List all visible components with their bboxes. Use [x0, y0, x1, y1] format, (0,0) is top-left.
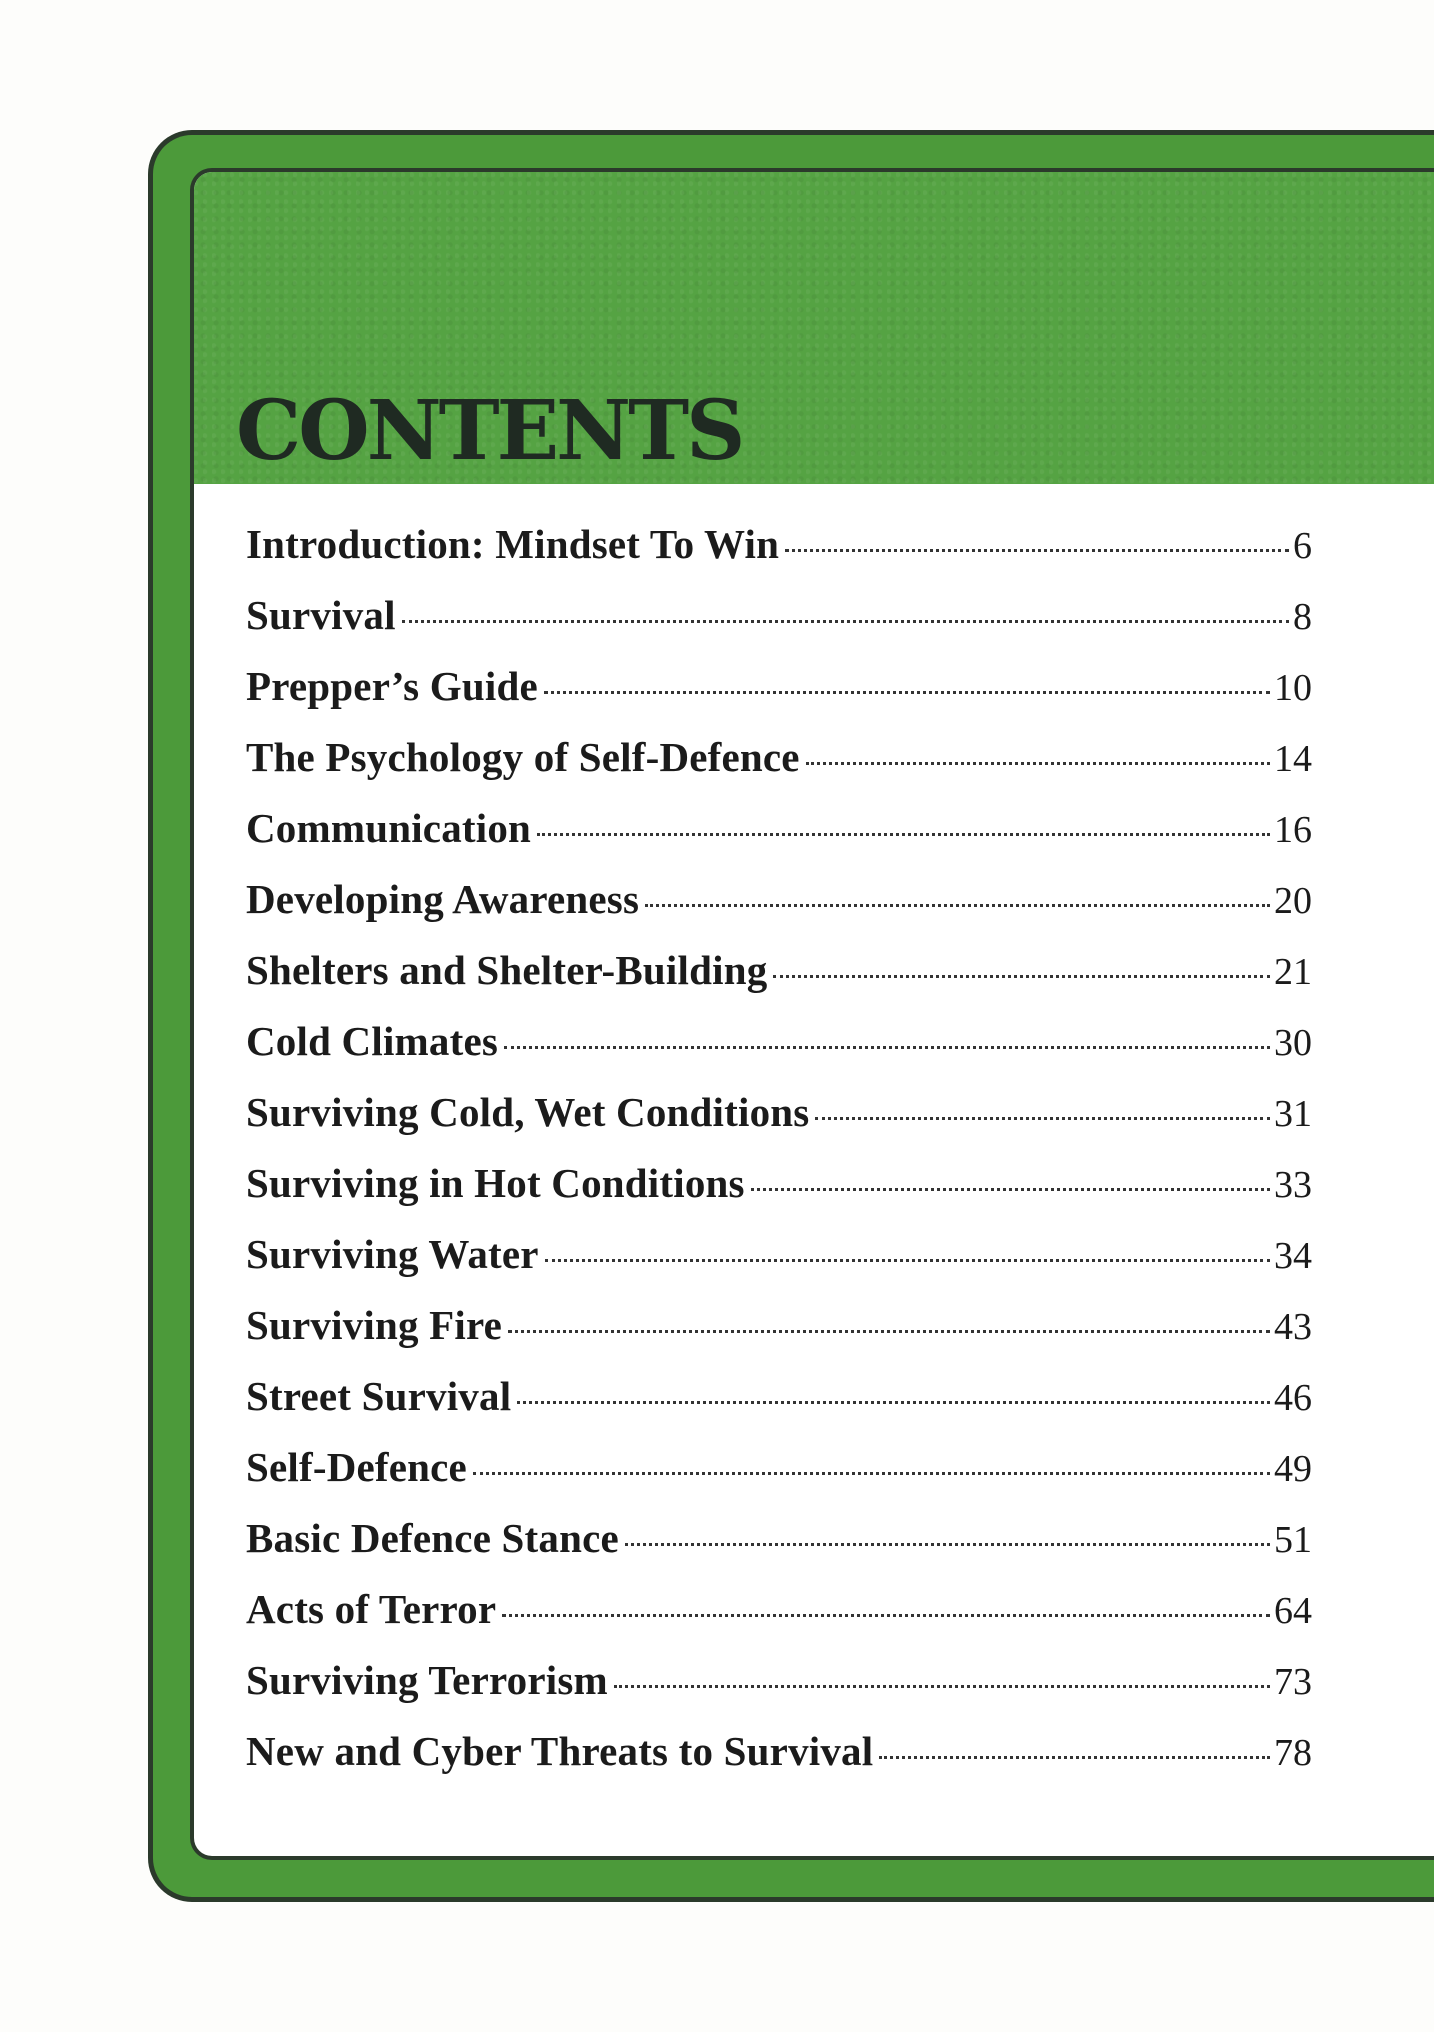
toc-entry-title: Basic Defence Stance	[246, 1515, 619, 1561]
dot-leader	[815, 1117, 1270, 1120]
toc-entry[interactable]	[246, 1443, 1312, 1514]
toc-entry[interactable]	[246, 946, 1312, 1017]
toc-entry[interactable]	[246, 520, 1312, 591]
toc-entry-page: 14	[1274, 738, 1312, 780]
dot-leader	[806, 762, 1270, 765]
toc-entry-title: Cold Climates	[246, 1018, 499, 1064]
toc-entry-title: Self-Defence	[246, 1444, 467, 1490]
toc-entry-title: Surviving Terrorism	[246, 1657, 608, 1703]
dot-leader	[751, 1188, 1270, 1191]
dot-leader	[645, 904, 1270, 907]
toc-entry[interactable]	[246, 1159, 1312, 1230]
toc-entry-page: 31	[1274, 1093, 1312, 1135]
toc-entry[interactable]	[246, 1514, 1312, 1585]
toc-entry-title: Developing Awareness	[246, 876, 640, 922]
dot-leader	[879, 1756, 1270, 1759]
toc-entry-title: Survival	[246, 592, 396, 638]
toc-entry-title: Introduction: Mindset To Win	[246, 521, 780, 567]
toc-entry[interactable]	[246, 1017, 1312, 1088]
toc-entry-page: 64	[1274, 1590, 1312, 1632]
toc-entry[interactable]	[246, 1372, 1312, 1443]
toc-entry-title: Street Survival	[246, 1373, 512, 1419]
toc-entry-title: Shelters and Shelter-Building	[246, 947, 768, 993]
toc-entry-title: Acts of Terror	[246, 1586, 497, 1632]
toc-entry-title: Surviving in Hot Conditions	[246, 1160, 745, 1206]
toc-entry-page: 21	[1274, 951, 1312, 993]
toc-entry-title: New and Cyber Threats to Survival	[246, 1728, 874, 1774]
toc-entry-page: 20	[1274, 880, 1312, 922]
toc-entry-page: 43	[1274, 1306, 1312, 1348]
toc-entry[interactable]	[246, 733, 1312, 804]
toc-entry[interactable]	[246, 1230, 1312, 1301]
contents-panel	[190, 168, 1434, 1860]
toc-entry[interactable]	[246, 1727, 1312, 1798]
toc-entry-page: 10	[1274, 667, 1312, 709]
toc-entry[interactable]	[246, 662, 1312, 733]
toc-entry-page: 34	[1274, 1235, 1312, 1277]
dot-leader	[625, 1543, 1270, 1546]
toc-entry[interactable]	[246, 591, 1312, 662]
dot-leader	[544, 691, 1270, 694]
dot-leader	[402, 620, 1289, 623]
dot-leader	[537, 833, 1270, 836]
dot-leader	[517, 1401, 1270, 1404]
toc-entry-page: 30	[1274, 1022, 1312, 1064]
dot-leader	[545, 1259, 1270, 1262]
dot-leader	[508, 1330, 1270, 1333]
toc-entry-page: 16	[1274, 809, 1312, 851]
toc-entry[interactable]	[246, 1301, 1312, 1372]
toc-entry[interactable]	[246, 1585, 1312, 1656]
toc-entry-title: Surviving Water	[246, 1231, 539, 1277]
toc-entry-title: Surviving Cold, Wet Conditions	[246, 1089, 810, 1135]
contents-heading: CONTENTS	[236, 383, 743, 479]
toc-entry-page: 33	[1274, 1164, 1312, 1206]
dot-leader	[614, 1685, 1270, 1688]
toc-entry-page: 78	[1274, 1732, 1312, 1774]
dot-leader	[773, 975, 1270, 978]
toc-entry-page: 6	[1293, 525, 1312, 567]
dot-leader	[504, 1046, 1270, 1049]
toc-entry-title: Surviving Fire	[246, 1302, 503, 1348]
toc-entry-page: 51	[1274, 1519, 1312, 1561]
toc-entry[interactable]	[246, 804, 1312, 875]
toc-entry[interactable]	[246, 1656, 1312, 1727]
toc-entry-page: 46	[1274, 1377, 1312, 1419]
toc-entry-title: Prepper’s Guide	[246, 663, 538, 709]
toc-entry-page: 49	[1274, 1448, 1312, 1490]
toc-entry-title: Communication	[246, 805, 532, 851]
toc-entry[interactable]	[246, 1088, 1312, 1159]
toc-entry[interactable]	[246, 875, 1312, 946]
toc-entry-page: 73	[1274, 1661, 1312, 1703]
table-of-contents	[246, 520, 1312, 1798]
dot-leader	[502, 1614, 1270, 1617]
toc-entry-title: The Psychology of Self-Defence	[246, 734, 800, 780]
dot-leader	[785, 549, 1289, 552]
toc-entry-page: 8	[1293, 596, 1312, 638]
dot-leader	[473, 1472, 1270, 1475]
